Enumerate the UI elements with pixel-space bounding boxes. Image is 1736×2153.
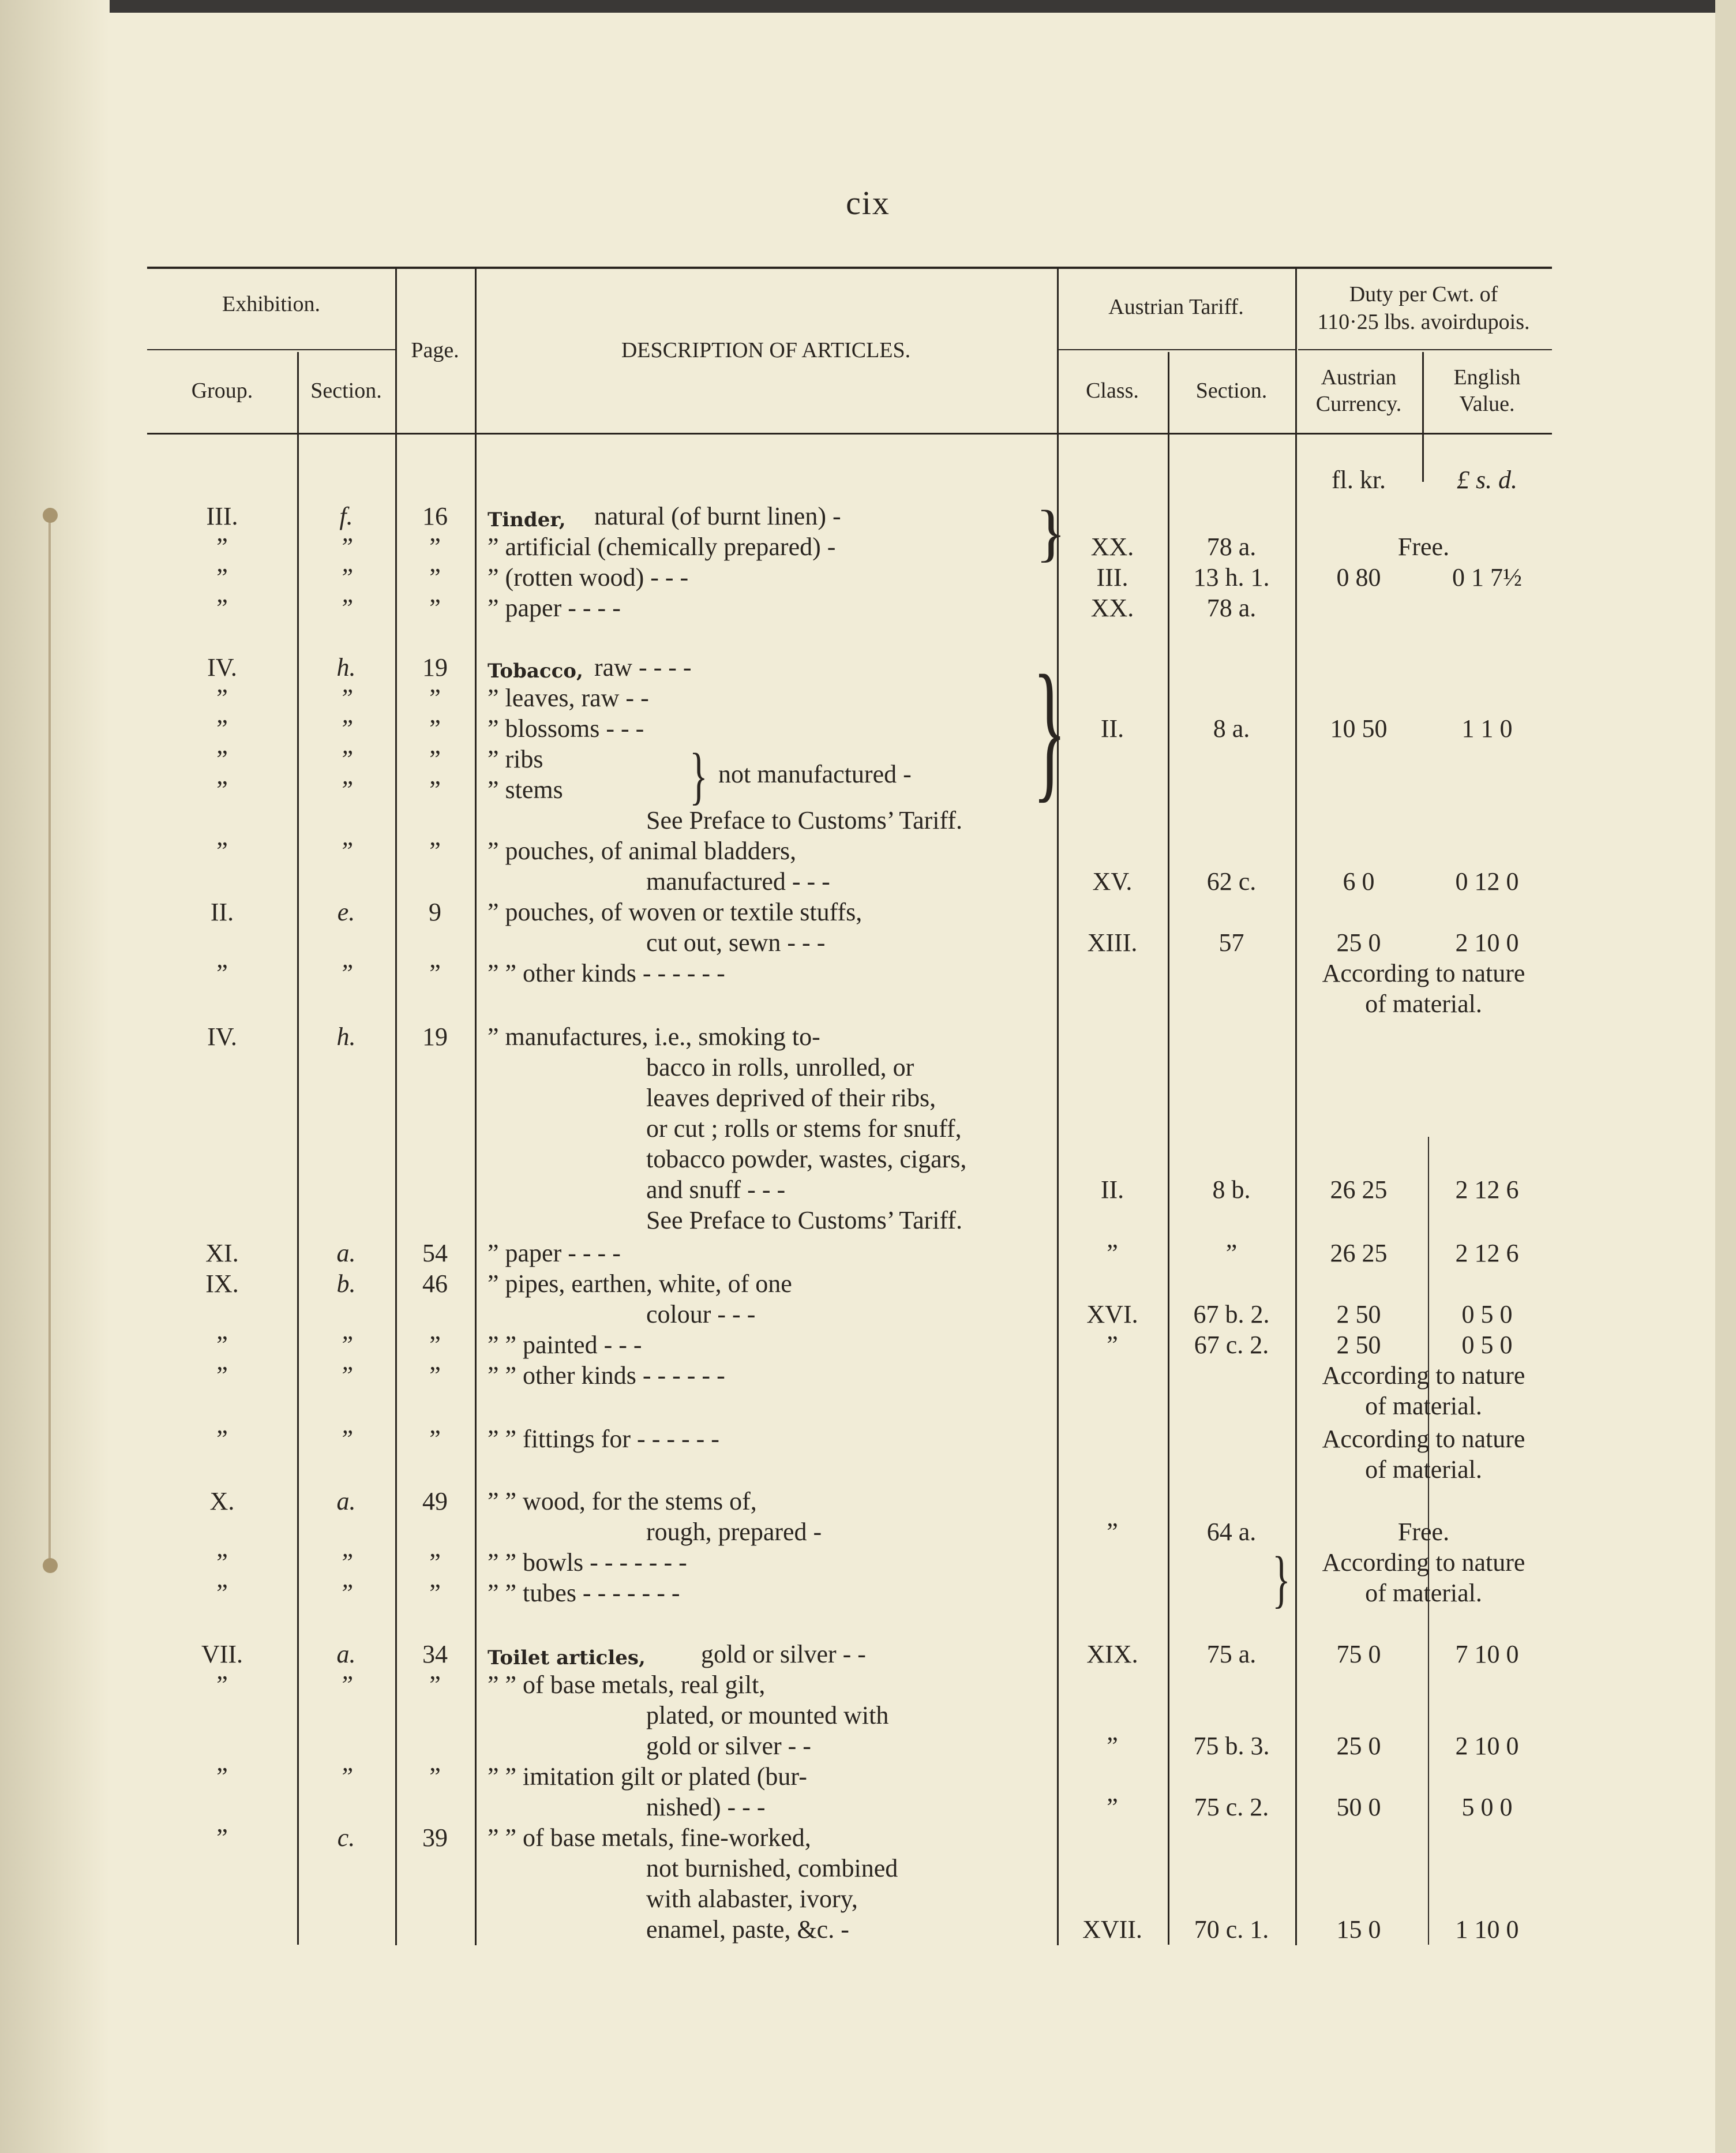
cell-page: ” bbox=[429, 1762, 441, 1791]
cell-group: X. bbox=[209, 1487, 235, 1515]
cell-fl: 2 50 bbox=[1336, 1331, 1381, 1359]
cell-tsec: 75 a. bbox=[1206, 1640, 1257, 1668]
cell-cls: XIII. bbox=[1087, 928, 1138, 957]
unit-lsd: £ s. d. bbox=[1456, 466, 1518, 494]
cell-tsec: 8 b. bbox=[1212, 1175, 1251, 1204]
cell-page: ” bbox=[429, 563, 441, 591]
row-description-cont: leaves deprived of their ribs, bbox=[646, 1084, 936, 1112]
row-description-cont: or cut ; rolls or stems for snuff, bbox=[646, 1114, 962, 1143]
cell-sect: ” bbox=[339, 714, 354, 743]
header-tariff-section: Section. bbox=[1195, 379, 1268, 403]
header-page: Page. bbox=[411, 338, 459, 362]
header-description: DESCRIPTION OF ARTICLES. bbox=[621, 338, 911, 362]
cell-eng: 1 1 0 bbox=[1461, 714, 1513, 743]
header-section: Section. bbox=[310, 379, 382, 403]
row-description-cont: and snuff - - - bbox=[646, 1175, 786, 1204]
cell-tsec: 62 c. bbox=[1206, 867, 1257, 896]
row-description: ” pouches, of woven or textile stuffs, bbox=[488, 898, 863, 926]
brace-tinder: } bbox=[1036, 497, 1066, 568]
duty-note: of material. bbox=[1365, 1392, 1482, 1420]
cell-sect: a. bbox=[336, 1640, 356, 1668]
cell-eng: 1 10 0 bbox=[1455, 1915, 1519, 1944]
scan-top-edge bbox=[0, 0, 1736, 13]
scan-right-edge bbox=[1715, 0, 1736, 2153]
cell-group: ” bbox=[216, 776, 228, 804]
cell-tsec: 57 bbox=[1218, 928, 1244, 957]
brace-bowls-tubes: } bbox=[1272, 1544, 1291, 1614]
cell-sect: e. bbox=[337, 898, 355, 926]
header-class: Class. bbox=[1086, 379, 1139, 403]
tariff-rule bbox=[1059, 349, 1295, 350]
cell-cls: II. bbox=[1100, 1175, 1124, 1204]
cell-cls: III. bbox=[1096, 563, 1128, 591]
row-description-cont: See Preface to Customs’ Tariff. bbox=[646, 1206, 963, 1234]
cell-fl: 0 80 bbox=[1336, 563, 1381, 591]
cell-tsec: 70 c. 1. bbox=[1194, 1915, 1269, 1944]
row-description: ” ribs bbox=[488, 745, 543, 773]
cell-tsec: 13 h. 1. bbox=[1193, 563, 1270, 591]
cell-group: ” bbox=[216, 1361, 228, 1390]
cell-page: ” bbox=[429, 594, 441, 622]
book-gutter bbox=[0, 0, 110, 2153]
cell-group: ” bbox=[216, 1425, 228, 1453]
cell-group: ” bbox=[216, 1331, 228, 1359]
gutter-fold bbox=[48, 508, 51, 1570]
cell-tsec: 67 c. 2. bbox=[1194, 1331, 1269, 1359]
cell-sect: ” bbox=[339, 533, 354, 561]
cell-page: ” bbox=[429, 714, 441, 743]
cell-cls: ” bbox=[1107, 1518, 1118, 1546]
cell-group: II. bbox=[210, 898, 234, 926]
row-title: Tinder, bbox=[488, 508, 566, 531]
cell-page: ” bbox=[429, 959, 441, 987]
cell-cls: XX. bbox=[1090, 533, 1134, 561]
binding-hole bbox=[43, 1558, 58, 1573]
row-title: Tobacco, bbox=[488, 660, 583, 683]
row-description: ” paper - - - - bbox=[488, 594, 621, 622]
cell-cls: XX. bbox=[1090, 594, 1134, 622]
cell-sect: ” bbox=[339, 1331, 354, 1359]
cell-cls: ” bbox=[1107, 1239, 1118, 1267]
duty-note: According to nature bbox=[1322, 1548, 1525, 1577]
row-description-cont: gold or silver - - bbox=[646, 1732, 811, 1760]
row-description-cont: rough, prepared - bbox=[646, 1518, 822, 1546]
cell-cls: XVI. bbox=[1086, 1300, 1138, 1328]
row-description: ” ” fittings for - - - - - - bbox=[488, 1425, 719, 1453]
cell-sect: h. bbox=[336, 653, 356, 682]
row-description: ” ” wood, for the stems of, bbox=[488, 1487, 757, 1515]
cell-group: ” bbox=[216, 1824, 228, 1852]
cell-group: ” bbox=[216, 959, 228, 987]
duty-note: According to nature bbox=[1322, 1425, 1525, 1453]
row-description: ” ” bowls - - - - - - - bbox=[488, 1548, 687, 1577]
row-description: raw - - - - bbox=[594, 653, 692, 682]
cell-page: ” bbox=[429, 1579, 441, 1607]
cell-page: ” bbox=[429, 1361, 441, 1390]
header-duty-line1: Duty per Cwt. of bbox=[1349, 282, 1498, 306]
header-group: Group. bbox=[191, 379, 253, 403]
cell-page: ” bbox=[429, 1331, 441, 1359]
cell-eng: 2 12 6 bbox=[1455, 1239, 1519, 1267]
col-rule bbox=[475, 269, 477, 1945]
cell-page: 46 bbox=[422, 1270, 448, 1298]
cell-fl: 26 25 bbox=[1330, 1175, 1388, 1204]
row-description: ” ” imitation gilt or plated (bur- bbox=[488, 1762, 807, 1791]
cell-eng: 0 12 0 bbox=[1455, 867, 1519, 896]
cell-page: 19 bbox=[422, 653, 448, 682]
cell-group: IV. bbox=[207, 653, 237, 682]
cell-page: ” bbox=[429, 837, 441, 865]
cell-page: ” bbox=[429, 684, 441, 712]
header-english-value-1: English bbox=[1453, 365, 1521, 390]
cell-tsec: 67 b. 2. bbox=[1193, 1300, 1270, 1328]
cell-sect: h. bbox=[336, 1023, 356, 1051]
cell-group: IV. bbox=[207, 1023, 237, 1051]
cell-group: ” bbox=[216, 533, 228, 561]
row-description-cont: cut out, sewn - - - bbox=[646, 928, 826, 957]
duty-free: Free. bbox=[1397, 533, 1450, 561]
cell-tsec: 75 c. 2. bbox=[1194, 1793, 1269, 1821]
cell-fl: 6 0 bbox=[1343, 867, 1375, 896]
cell-tsec: 64 a. bbox=[1206, 1518, 1257, 1546]
header-austrian-currency-1: Austrian bbox=[1321, 365, 1397, 390]
cell-tsec: 78 a. bbox=[1206, 594, 1257, 622]
cell-fl: 26 25 bbox=[1330, 1239, 1388, 1267]
header-bottom-rule bbox=[147, 433, 1552, 435]
cell-cls: XIX. bbox=[1086, 1640, 1138, 1668]
row-description: ” artificial (chemically prepared) - bbox=[488, 533, 836, 561]
cell-cls: ” bbox=[1107, 1793, 1118, 1821]
cell-sect: f. bbox=[339, 502, 353, 530]
cell-eng: 2 10 0 bbox=[1455, 1732, 1519, 1760]
duty-rule bbox=[1298, 349, 1552, 350]
cell-tsec: ” bbox=[1225, 1239, 1238, 1267]
cell-eng: 7 10 0 bbox=[1455, 1640, 1519, 1668]
cell-tsec: 78 a. bbox=[1206, 533, 1257, 561]
cell-eng: 0 5 0 bbox=[1461, 1331, 1513, 1359]
cell-group: ” bbox=[216, 1671, 228, 1699]
duty-note: According to nature bbox=[1322, 1361, 1525, 1390]
cell-sect: a. bbox=[336, 1487, 356, 1515]
cell-sect: ” bbox=[339, 1762, 354, 1791]
header-austrian-currency-2: Currency. bbox=[1315, 392, 1402, 416]
row-description-cont: colour - - - bbox=[646, 1300, 756, 1328]
row-description-cont: plated, or mounted with bbox=[646, 1701, 889, 1729]
row-description-cont: See Preface to Customs’ Tariff. bbox=[646, 806, 963, 834]
binding-hole bbox=[43, 508, 58, 523]
cell-page: 19 bbox=[422, 1023, 448, 1051]
duty-note: of material. bbox=[1365, 1579, 1482, 1607]
cell-page: 9 bbox=[429, 898, 441, 926]
note-not-manufactured: not manufactured - bbox=[718, 760, 912, 788]
row-description-cont: nished) - - - bbox=[646, 1793, 766, 1821]
row-description: ” manufactures, i.e., smoking to- bbox=[488, 1023, 820, 1051]
cell-sect: ” bbox=[339, 1425, 354, 1453]
brace-tobacco: } bbox=[1033, 643, 1067, 816]
cell-sect: ” bbox=[339, 1361, 354, 1390]
row-description: ” ” painted - - - bbox=[488, 1331, 642, 1359]
cell-page: 16 bbox=[422, 502, 448, 530]
row-description: ” ” of base metals, fine-worked, bbox=[488, 1824, 811, 1852]
row-description-cont: manufactured - - - bbox=[646, 867, 830, 896]
cell-group: ” bbox=[216, 1762, 228, 1791]
cell-fl: 25 0 bbox=[1336, 928, 1381, 957]
cell-fl: 75 0 bbox=[1336, 1640, 1381, 1668]
cell-fl: 2 50 bbox=[1336, 1300, 1381, 1328]
exhibition-rule bbox=[147, 349, 395, 350]
row-description: ” stems bbox=[488, 776, 563, 804]
cell-sect: ” bbox=[339, 959, 354, 987]
col-rule bbox=[1295, 269, 1297, 1945]
cell-fl: 10 50 bbox=[1330, 714, 1388, 743]
cell-sect: ” bbox=[339, 684, 354, 712]
duty-free: Free. bbox=[1397, 1518, 1450, 1546]
cell-cls: XV. bbox=[1092, 867, 1133, 896]
row-description: ” ” other kinds - - - - - - bbox=[488, 1361, 725, 1390]
row-title: Toilet articles, bbox=[488, 1646, 646, 1669]
cell-sect: ” bbox=[339, 745, 354, 773]
duty-note: of material. bbox=[1365, 1455, 1482, 1484]
cell-sect: ” bbox=[339, 1548, 354, 1577]
row-description-cont: enamel, paste, &c. - bbox=[646, 1915, 849, 1944]
cell-group: ” bbox=[216, 563, 228, 591]
cell-sect: ” bbox=[339, 1579, 354, 1607]
cell-sect: c. bbox=[337, 1824, 355, 1852]
cell-group: ” bbox=[216, 684, 228, 712]
row-description-cont: bacco in rolls, unrolled, or bbox=[646, 1053, 914, 1081]
cell-cls: ” bbox=[1107, 1732, 1118, 1760]
cell-group: IX. bbox=[205, 1270, 239, 1298]
cell-eng: 2 12 6 bbox=[1455, 1175, 1519, 1204]
cell-page: ” bbox=[429, 1671, 441, 1699]
row-description: ” ” other kinds - - - - - - bbox=[488, 959, 725, 987]
brace-ribs-stems: } bbox=[689, 740, 708, 811]
row-description: ” (rotten wood) - - - bbox=[488, 563, 689, 591]
cell-page: ” bbox=[429, 1425, 441, 1453]
cell-sect: b. bbox=[336, 1270, 356, 1298]
table-top-rule bbox=[147, 267, 1552, 269]
cell-group: ” bbox=[216, 594, 228, 622]
cell-sect: ” bbox=[339, 563, 354, 591]
header-english-value-2: Value. bbox=[1459, 392, 1515, 416]
duty-note: According to nature bbox=[1322, 959, 1525, 987]
cell-page: 54 bbox=[422, 1239, 448, 1267]
cell-eng: 5 0 0 bbox=[1461, 1793, 1513, 1821]
row-description: ” leaves, raw - - bbox=[488, 684, 649, 712]
cell-sect: ” bbox=[339, 837, 354, 865]
cell-sect: ” bbox=[339, 776, 354, 804]
cell-sect: ” bbox=[339, 594, 354, 622]
cell-sect: a. bbox=[336, 1239, 356, 1267]
cell-group: ” bbox=[216, 837, 228, 865]
cell-group: XI. bbox=[205, 1239, 239, 1267]
cell-cls: XVII. bbox=[1082, 1915, 1142, 1944]
row-description: ” blossoms - - - bbox=[488, 714, 644, 743]
cell-page: ” bbox=[429, 533, 441, 561]
cell-group: ” bbox=[216, 714, 228, 743]
cell-eng: 2 10 0 bbox=[1455, 928, 1519, 957]
cell-page: 49 bbox=[422, 1487, 448, 1515]
cell-eng: 0 5 0 bbox=[1461, 1300, 1513, 1328]
cell-tsec: 8 a. bbox=[1213, 714, 1250, 743]
cell-group: VII. bbox=[201, 1640, 243, 1668]
cell-fl: 15 0 bbox=[1336, 1915, 1381, 1944]
cell-group: ” bbox=[216, 1579, 228, 1607]
row-description: ” ” of base metals, real gilt, bbox=[488, 1671, 766, 1699]
unit-fl-kr: fl. kr. bbox=[1331, 466, 1386, 494]
row-description: ” pouches, of animal bladders, bbox=[488, 837, 797, 865]
cell-cls: ” bbox=[1107, 1331, 1118, 1359]
cell-cls: II. bbox=[1100, 714, 1124, 743]
duty-note: of material. bbox=[1365, 990, 1482, 1018]
header-austrian-tariff: Austrian Tariff. bbox=[1108, 295, 1244, 319]
page-number: cix bbox=[846, 184, 890, 222]
cell-page: ” bbox=[429, 776, 441, 804]
cell-group: III. bbox=[206, 502, 238, 530]
cell-page: 39 bbox=[422, 1824, 448, 1852]
cell-fl: 50 0 bbox=[1336, 1793, 1381, 1821]
row-description-cont: tobacco powder, wastes, cigars, bbox=[646, 1145, 967, 1173]
header-exhibition: Exhibition. bbox=[222, 292, 320, 316]
cell-page: ” bbox=[429, 745, 441, 773]
cell-group: ” bbox=[216, 745, 228, 773]
row-description-cont: not burnished, combined bbox=[646, 1854, 898, 1882]
row-description-cont: with alabaster, ivory, bbox=[646, 1885, 858, 1913]
cell-page: ” bbox=[429, 1548, 441, 1577]
row-description: ” ” tubes - - - - - - - bbox=[488, 1579, 680, 1607]
cell-fl: 25 0 bbox=[1336, 1732, 1381, 1760]
row-description: natural (of burnt linen) - bbox=[594, 502, 841, 530]
cell-tsec: 75 b. 3. bbox=[1193, 1732, 1270, 1760]
header-duty-line2: 110·25 lbs. avoirdupois. bbox=[1317, 310, 1530, 334]
row-description: gold or silver - - bbox=[701, 1640, 866, 1668]
cell-eng: 0 1 7½ bbox=[1452, 563, 1522, 591]
row-description: ” pipes, earthen, white, of one bbox=[488, 1270, 792, 1298]
row-description: ” paper - - - - bbox=[488, 1239, 621, 1267]
cell-sect: ” bbox=[339, 1671, 354, 1699]
cell-group: ” bbox=[216, 1548, 228, 1577]
cell-page: 34 bbox=[422, 1640, 448, 1668]
